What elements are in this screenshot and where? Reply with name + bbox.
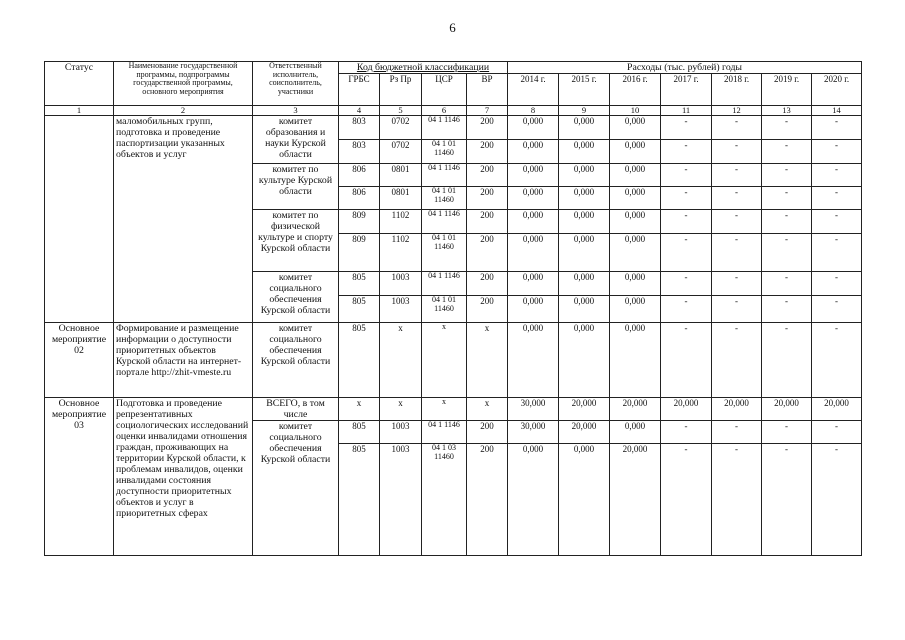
measure-name-cell: Формирование и размещение информации о доступности приоритетных объектов Курской области на интернет-портале http://zhit-vmeste.ru [114, 323, 253, 398]
expense-2018-cell: - [712, 323, 762, 398]
vr-cell: 200 [467, 187, 508, 210]
table-row [45, 116, 862, 140]
header-csr: ЦСР [422, 74, 467, 106]
expense-2016-cell: 0,000 [610, 140, 661, 164]
header-year-2015: 2015 г. [559, 74, 610, 106]
grbs-cell: 805 [339, 421, 380, 444]
executor-cell: комитет по культуре Курской области [253, 164, 339, 210]
header-vr: ВР [467, 74, 508, 106]
expense-2018-cell: - [712, 164, 762, 187]
table-header [45, 62, 862, 116]
grbs-cell: 805 [339, 323, 380, 398]
expense-2018-cell: - [712, 421, 762, 444]
csr-cell: 04 1 01 11460 [422, 187, 467, 210]
csr-cell: x [422, 323, 467, 398]
expense-2015-cell: 0,000 [559, 444, 610, 556]
expense-2014-cell: 0,000 [508, 323, 559, 398]
vr-cell: 200 [467, 234, 508, 272]
column-number: 3 [253, 106, 339, 116]
column-number-row [45, 106, 862, 116]
rzpr-cell: 0702 [380, 116, 422, 140]
csr-cell: 04 1 1146 [422, 272, 467, 296]
expense-2014-cell: 0,000 [508, 210, 559, 234]
expense-2020-cell: - [812, 116, 862, 140]
column-number: 9 [559, 106, 610, 116]
expense-2017-cell: - [661, 187, 712, 210]
csr-cell: 04 1 1146 [422, 164, 467, 187]
expense-2017-cell: - [661, 234, 712, 272]
rzpr-cell: 1003 [380, 421, 422, 444]
csr-cell: 04 1 01 11460 [422, 234, 467, 272]
vr-cell: 200 [467, 421, 508, 444]
column-number: 4 [339, 106, 380, 116]
expense-2017-cell: - [661, 116, 712, 140]
expense-2020-cell: 20,000 [812, 398, 862, 421]
rzpr-cell: 1003 [380, 272, 422, 296]
column-number: 2 [114, 106, 253, 116]
header-expenses: Расходы (тыс. рублей) годы [508, 62, 862, 74]
expense-2019-cell: - [762, 323, 812, 398]
header-year-2016: 2016 г. [610, 74, 661, 106]
expense-2016-cell: 20,000 [610, 398, 661, 421]
column-number: 13 [762, 106, 812, 116]
expense-2016-cell: 0,000 [610, 210, 661, 234]
csr-cell: 04 1 03 11460 [422, 444, 467, 556]
expense-2020-cell: - [812, 272, 862, 296]
expense-2014-cell: 0,000 [508, 140, 559, 164]
expense-2019-cell: - [762, 296, 812, 323]
expense-2014-cell: 30,000 [508, 398, 559, 421]
table-body [45, 116, 862, 556]
expense-2014-cell: 0,000 [508, 164, 559, 187]
expense-2019-cell: - [762, 116, 812, 140]
column-number: 11 [661, 106, 712, 116]
expense-2015-cell: 0,000 [559, 323, 610, 398]
expense-2018-cell: - [712, 116, 762, 140]
grbs-cell: 806 [339, 187, 380, 210]
expense-2018-cell: 20,000 [712, 398, 762, 421]
expense-2017-cell: - [661, 296, 712, 323]
grbs-cell: 803 [339, 140, 380, 164]
expense-2018-cell: - [712, 140, 762, 164]
expense-2015-cell: 0,000 [559, 234, 610, 272]
expense-2014-cell: 30,000 [508, 421, 559, 444]
header-grbs: ГРБС [339, 74, 380, 106]
csr-cell: 04 1 01 11460 [422, 296, 467, 323]
page-number: 6 [449, 20, 456, 35]
column-number: 10 [610, 106, 661, 116]
expense-2017-cell: 20,000 [661, 398, 712, 421]
rzpr-cell: 1102 [380, 234, 422, 272]
expense-2015-cell: 0,000 [559, 140, 610, 164]
vr-cell: 200 [467, 140, 508, 164]
csr-cell: x [422, 398, 467, 421]
expense-2019-cell: - [762, 140, 812, 164]
rzpr-cell: 0801 [380, 187, 422, 210]
expense-2019-cell: - [762, 272, 812, 296]
csr-cell: 04 1 1146 [422, 210, 467, 234]
rzpr-cell: 0702 [380, 140, 422, 164]
expense-2016-cell: 0,000 [610, 421, 661, 444]
expense-2015-cell: 20,000 [559, 398, 610, 421]
expense-2017-cell: - [661, 444, 712, 556]
header-year-2014: 2014 г. [508, 74, 559, 106]
rzpr-cell: x [380, 398, 422, 421]
expense-2016-cell: 0,000 [610, 234, 661, 272]
vr-cell: 200 [467, 116, 508, 140]
expense-2014-cell: 0,000 [508, 116, 559, 140]
executor-cell: комитет социального обеспечения Курской области [253, 272, 339, 323]
expense-2017-cell: - [661, 164, 712, 187]
expense-2017-cell: - [661, 323, 712, 398]
column-number: 12 [712, 106, 762, 116]
grbs-cell: 805 [339, 296, 380, 323]
expense-2015-cell: 0,000 [559, 164, 610, 187]
grbs-cell: 805 [339, 272, 380, 296]
expense-2016-cell: 0,000 [610, 116, 661, 140]
expense-2015-cell: 0,000 [559, 272, 610, 296]
expense-2018-cell: - [712, 296, 762, 323]
grbs-cell: 806 [339, 164, 380, 187]
executor-cell: комитет социального обеспечения Курской области [253, 323, 339, 398]
expense-2017-cell: - [661, 421, 712, 444]
table-row [45, 323, 862, 398]
executor-cell: комитет по физической культуре и спорту Курской области [253, 210, 339, 272]
expense-2020-cell: - [812, 444, 862, 556]
expense-2019-cell: 20,000 [762, 398, 812, 421]
expense-2019-cell: - [762, 210, 812, 234]
expense-2020-cell: - [812, 421, 862, 444]
expense-2016-cell: 0,000 [610, 164, 661, 187]
expense-2019-cell: - [762, 444, 812, 556]
expense-2018-cell: - [712, 187, 762, 210]
vr-cell: 200 [467, 296, 508, 323]
expense-2015-cell: 0,000 [559, 187, 610, 210]
grbs-cell: 803 [339, 116, 380, 140]
column-number: 8 [508, 106, 559, 116]
status-cell: Основное мероприятие 02 [45, 323, 114, 398]
expense-2014-cell: 0,000 [508, 296, 559, 323]
grbs-cell: x [339, 398, 380, 421]
table-row [45, 398, 862, 421]
rzpr-cell: 1102 [380, 210, 422, 234]
executor-cell: комитет социального обеспечения Курской области [253, 421, 339, 556]
executor-cell: комитет образования и науки Курской области [253, 116, 339, 164]
header-budget-code: Код бюджетной классификации [339, 62, 508, 74]
header-year-2018: 2018 г. [712, 74, 762, 106]
expense-2014-cell: 0,000 [508, 234, 559, 272]
header-name: Наименование государственной программы, подпрограммы государственной программы, основного мероприятия [114, 62, 253, 106]
grbs-cell: 809 [339, 234, 380, 272]
budget-table [44, 61, 862, 556]
expense-2014-cell: 0,000 [508, 444, 559, 556]
rzpr-cell: 1003 [380, 296, 422, 323]
expense-2015-cell: 20,000 [559, 421, 610, 444]
expense-2015-cell: 0,000 [559, 116, 610, 140]
header-executor: Ответственный исполнитель, соисполнитель, участники [253, 62, 339, 106]
header-year-2019: 2019 г. [762, 74, 812, 106]
vr-cell: 200 [467, 210, 508, 234]
measure-name-cell: Подготовка и проведение репрезентативных социологических исследований оценки инвалидами отношения граждан, проживающих на территории Курской области, к проблемам инвалидов, оценки инвалидами состояния доступности приоритетных объектов и услуг в приоритетных сферах [114, 398, 253, 556]
expense-2019-cell: - [762, 187, 812, 210]
grbs-cell: 805 [339, 444, 380, 556]
column-number: 7 [467, 106, 508, 116]
expense-2016-cell: 0,000 [610, 323, 661, 398]
expense-2018-cell: - [712, 210, 762, 234]
expense-2017-cell: - [661, 210, 712, 234]
expense-2020-cell: - [812, 140, 862, 164]
measure-name-cell: маломобильных групп, подготовка и проведение паспортизации указанных объектов и услуг [114, 116, 253, 323]
expense-2016-cell: 0,000 [610, 296, 661, 323]
vr-cell: 200 [467, 272, 508, 296]
status-cell [45, 116, 114, 323]
expense-2014-cell: 0,000 [508, 187, 559, 210]
vr-cell: x [467, 323, 508, 398]
expense-2020-cell: - [812, 296, 862, 323]
expense-2014-cell: 0,000 [508, 272, 559, 296]
column-number: 5 [380, 106, 422, 116]
csr-cell: 04 1 1146 [422, 421, 467, 444]
csr-cell: 04 1 1146 [422, 116, 467, 140]
expense-2018-cell: - [712, 444, 762, 556]
header-year-2020: 2020 г. [812, 74, 862, 106]
expense-2017-cell: - [661, 140, 712, 164]
expense-2016-cell: 0,000 [610, 272, 661, 296]
expense-2016-cell: 20,000 [610, 444, 661, 556]
rzpr-cell: x [380, 323, 422, 398]
header-rzpr: Рз Пр [380, 74, 422, 106]
expense-2018-cell: - [712, 272, 762, 296]
column-number: 1 [45, 106, 114, 116]
status-cell: Основное мероприятие 03 [45, 398, 114, 556]
grbs-cell: 809 [339, 210, 380, 234]
expense-2017-cell: - [661, 272, 712, 296]
expense-2019-cell: - [762, 421, 812, 444]
expense-2020-cell: - [812, 164, 862, 187]
expense-2015-cell: 0,000 [559, 296, 610, 323]
csr-cell: 04 1 01 11460 [422, 140, 467, 164]
expense-2020-cell: - [812, 323, 862, 398]
expense-2019-cell: - [762, 234, 812, 272]
expense-2015-cell: 0,000 [559, 210, 610, 234]
expense-2019-cell: - [762, 164, 812, 187]
expense-2020-cell: - [812, 210, 862, 234]
expense-2016-cell: 0,000 [610, 187, 661, 210]
header-status: Статус [45, 62, 114, 106]
executor-cell: ВСЕГО, в том числе [253, 398, 339, 421]
vr-cell: x [467, 398, 508, 421]
vr-cell: 200 [467, 164, 508, 187]
rzpr-cell: 0801 [380, 164, 422, 187]
rzpr-cell: 1003 [380, 444, 422, 556]
header-year-2017: 2017 г. [661, 74, 712, 106]
expense-2018-cell: - [712, 234, 762, 272]
expense-2020-cell: - [812, 187, 862, 210]
column-number: 14 [812, 106, 862, 116]
column-number: 6 [422, 106, 467, 116]
expense-2020-cell: - [812, 234, 862, 272]
vr-cell: 200 [467, 444, 508, 556]
